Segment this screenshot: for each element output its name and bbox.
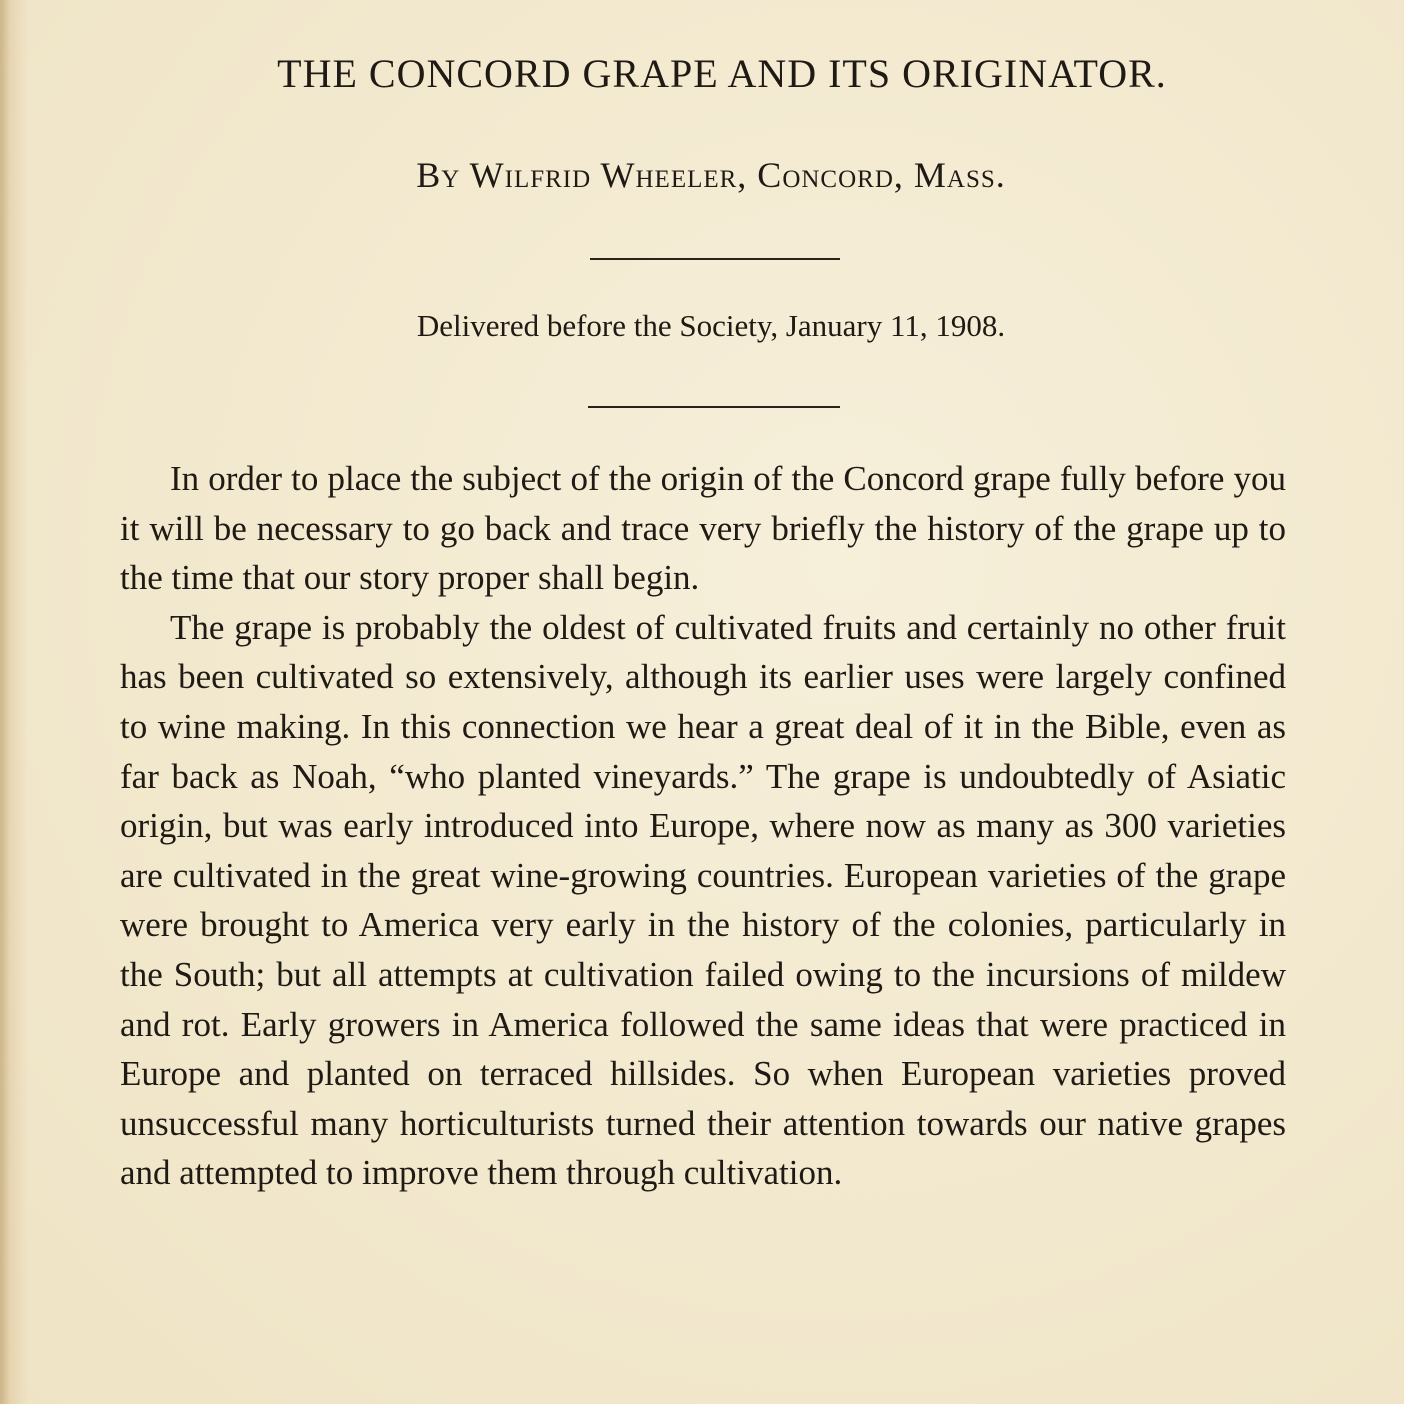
author-byline: By Wilfrid Wheeler, Concord, Mass. (416, 155, 1006, 195)
article-body (120, 454, 1286, 1198)
divider-rule-top (590, 258, 840, 260)
delivery-note: Delivered before the Society, January 11, 1908. (416, 308, 1006, 343)
paragraph-1: In order to place the subject of the origin of the Concord grape fully before you it will be necessary to go back and trace very briefly the history of the grape up to the time that our story proper shall begin. (120, 459, 1286, 598)
paragraph-2: The grape is probably the oldest of cultivated fruits and certainly no other fruit has been cultivated so extensively, although its earlier uses were largely confined to wine making. In this connection we hear a great deal of it in the Bible, even as far back as Noah, “who planted vineyards.” The grape is undoubtedly of Asiatic origin, but was early introduced into Europe, where now as many as 300 varieties are cultivated in the great wine-growing countries. European varieties of the grape were brought to America very early in the history of the colonies, particularly in the South; but all attempts at cultivation failed owing to the incursions of mildew and rot. Early growers in America followed the same ideas that were practiced in Europe and planted on terraced hillsides. So when European varieties proved unsuccessful many horticulturists turned their attention towards our native grapes and attempted to improve them through cultivation. (120, 607, 1286, 1193)
divider-rule-bottom (588, 406, 840, 408)
article-title: THE CONCORD GRAPE AND ITS ORIGINATOR. (277, 51, 1167, 96)
